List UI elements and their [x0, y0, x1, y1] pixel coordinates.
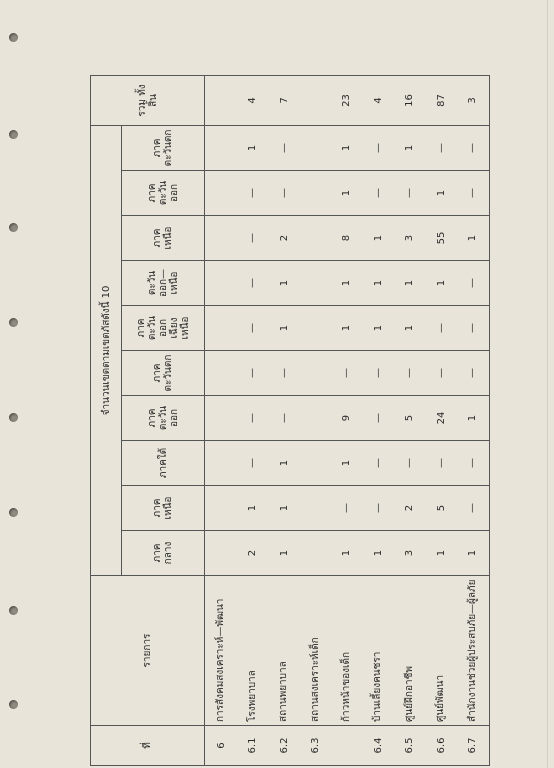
- table-row: [237, 75, 268, 765]
- row-value: 1: [394, 261, 425, 306]
- row-value: —: [425, 351, 456, 396]
- punch-hole: [9, 130, 18, 139]
- row-total: 4: [237, 75, 268, 125]
- table-body: [205, 75, 490, 765]
- row-value: [300, 306, 331, 351]
- row-value: —: [363, 396, 394, 441]
- row-number: 6.3: [300, 726, 331, 766]
- column-header: ภาคตะวันออกเฉียงเหนือ: [122, 306, 205, 351]
- column-header: ภาคเหนือ: [122, 486, 205, 531]
- row-total: 87: [425, 75, 456, 125]
- punch-hole: [9, 413, 18, 422]
- row-value: 55: [425, 216, 456, 261]
- row-value: [205, 261, 238, 306]
- table-row: [205, 75, 238, 765]
- row-value: —: [269, 351, 300, 396]
- row-value: [205, 216, 238, 261]
- row-value: 1: [363, 531, 394, 576]
- row-total: 4: [363, 75, 394, 125]
- table-row: [269, 75, 300, 765]
- row-item: ศูนย์ฝึกอาชีพ: [394, 576, 425, 726]
- row-value: —: [425, 306, 456, 351]
- row-value: 1: [425, 171, 456, 216]
- row-value: —: [394, 441, 425, 486]
- row-value: [205, 351, 238, 396]
- row-number: 6: [205, 726, 238, 766]
- row-value: —: [457, 125, 490, 170]
- header-total: รวม ทั้งสิ้น: [91, 75, 205, 125]
- row-item: บ้านเลี้ยงคนชรา: [363, 576, 394, 726]
- row-value: 1: [269, 441, 300, 486]
- row-value: —: [457, 261, 490, 306]
- header-group: จำนวนเขตตามเขตภัสดังนี้ 10: [91, 125, 122, 575]
- row-value: [300, 441, 331, 486]
- table-row: [394, 75, 425, 765]
- page-edge: [547, 0, 548, 768]
- row-total: [300, 75, 331, 125]
- row-number: 6.6: [425, 726, 456, 766]
- row-number: 6.7: [457, 726, 490, 766]
- row-total: [205, 75, 238, 125]
- row-value: —: [457, 486, 490, 531]
- row-item: สำนักงานช่วยผู้ประสบภัย—ผู้ลภัย: [457, 576, 490, 726]
- row-item: ศูนย์พัฒนา: [425, 576, 456, 726]
- row-value: —: [457, 441, 490, 486]
- row-value: —: [363, 125, 394, 170]
- row-value: 1: [331, 441, 362, 486]
- row-value: [300, 261, 331, 306]
- row-value: [300, 216, 331, 261]
- column-header: ภาคตะวันตก: [122, 351, 205, 396]
- row-value: 1: [425, 531, 456, 576]
- rotated-table: [90, 76, 490, 766]
- row-value: 1: [237, 486, 268, 531]
- row-value: 3: [394, 531, 425, 576]
- column-header: ภาคตะวันออก: [122, 396, 205, 441]
- punch-hole: [9, 606, 18, 615]
- row-value: 2: [394, 486, 425, 531]
- row-value: —: [237, 216, 268, 261]
- row-value: —: [237, 351, 268, 396]
- column-header: ภาคกลาง: [122, 531, 205, 576]
- row-value: —: [457, 351, 490, 396]
- row-value: [205, 441, 238, 486]
- row-value: 1: [269, 531, 300, 576]
- row-value: 1: [331, 125, 362, 170]
- row-value: 8: [331, 216, 362, 261]
- punch-hole: [9, 33, 18, 42]
- row-number: 6.2: [269, 726, 300, 766]
- row-value: 1: [457, 216, 490, 261]
- row-value: 1: [457, 531, 490, 576]
- row-value: —: [237, 441, 268, 486]
- row-total: 16: [394, 75, 425, 125]
- row-number: [331, 726, 362, 766]
- row-value: —: [269, 125, 300, 170]
- row-item: สถานสงเคราะห์เด็ก: [300, 576, 331, 726]
- row-value: —: [425, 441, 456, 486]
- row-item: โรงพยาบาล: [237, 576, 268, 726]
- row-value: —: [331, 486, 362, 531]
- table-row: [363, 75, 394, 765]
- row-value: 9: [331, 396, 362, 441]
- punch-hole: [9, 508, 18, 517]
- row-value: 24: [425, 396, 456, 441]
- table-row: [457, 75, 490, 765]
- row-value: —: [363, 441, 394, 486]
- row-value: 3: [394, 216, 425, 261]
- row-value: —: [363, 351, 394, 396]
- row-value: [300, 171, 331, 216]
- row-value: [300, 486, 331, 531]
- row-value: 1: [237, 125, 268, 170]
- row-value: —: [269, 396, 300, 441]
- row-value: —: [457, 306, 490, 351]
- row-value: 1: [363, 216, 394, 261]
- row-value: —: [425, 125, 456, 170]
- table-row: [425, 75, 456, 765]
- row-value: —: [363, 171, 394, 216]
- row-value: —: [237, 171, 268, 216]
- column-header: ตะวันออก—เหนือ: [122, 261, 205, 306]
- punch-hole: [9, 318, 18, 327]
- row-value: [300, 531, 331, 576]
- row-value: [205, 306, 238, 351]
- row-value: 1: [331, 261, 362, 306]
- row-value: 1: [331, 531, 362, 576]
- table-row: [300, 75, 331, 765]
- header-no: ที่: [91, 726, 205, 766]
- row-item: การสังคมสงเคราะห์—พัฒนา: [205, 576, 238, 726]
- row-item: ก้าวหน้าของเด็ก: [331, 576, 362, 726]
- row-value: —: [394, 171, 425, 216]
- row-value: [205, 171, 238, 216]
- row-value: [300, 396, 331, 441]
- row-total: 7: [269, 75, 300, 125]
- row-value: 1: [331, 306, 362, 351]
- column-header: ภาคเหนือ: [122, 216, 205, 261]
- row-value: 1: [394, 125, 425, 170]
- row-value: 1: [363, 306, 394, 351]
- row-value: 5: [394, 396, 425, 441]
- row-number: 6.4: [363, 726, 394, 766]
- row-value: [205, 486, 238, 531]
- row-value: —: [363, 486, 394, 531]
- row-value: —: [237, 396, 268, 441]
- column-header: ภาคใต้: [122, 441, 205, 486]
- row-value: 1: [269, 486, 300, 531]
- row-value: 1: [269, 261, 300, 306]
- header-item: รายการ: [91, 576, 205, 726]
- row-value: 2: [237, 531, 268, 576]
- column-header: ภาคตะวันตก: [122, 125, 205, 170]
- row-total: 23: [331, 75, 362, 125]
- row-value: 2: [269, 216, 300, 261]
- statistics-table: [90, 75, 490, 766]
- row-value: —: [269, 171, 300, 216]
- row-value: —: [237, 306, 268, 351]
- row-number: 6.1: [237, 726, 268, 766]
- row-value: [300, 125, 331, 170]
- punch-hole: [9, 700, 18, 709]
- column-header: ภาคตะวันออก: [122, 171, 205, 216]
- row-value: [205, 531, 238, 576]
- row-total: 3: [457, 75, 490, 125]
- row-item: สถานพยาบาล: [269, 576, 300, 726]
- punch-hole: [9, 223, 18, 232]
- row-value: —: [237, 261, 268, 306]
- row-value: —: [331, 351, 362, 396]
- row-value: [205, 396, 238, 441]
- row-value: 1: [457, 396, 490, 441]
- row-value: —: [457, 171, 490, 216]
- row-number: 6.5: [394, 726, 425, 766]
- row-value: —: [394, 351, 425, 396]
- row-value: 1: [269, 306, 300, 351]
- row-value: 5: [425, 486, 456, 531]
- table-row: [331, 75, 362, 765]
- row-value: 1: [394, 306, 425, 351]
- row-value: 1: [331, 171, 362, 216]
- row-value: [300, 351, 331, 396]
- row-value: 1: [425, 261, 456, 306]
- row-value: 1: [363, 261, 394, 306]
- row-value: [205, 125, 238, 170]
